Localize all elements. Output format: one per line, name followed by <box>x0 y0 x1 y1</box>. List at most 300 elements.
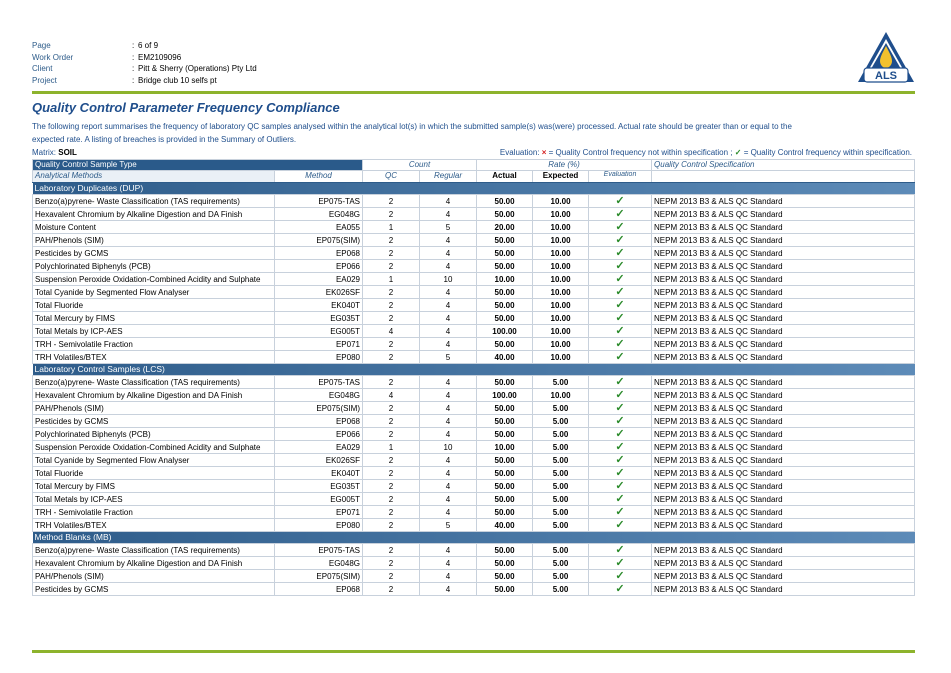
actual-rate: 50.00 <box>477 260 533 273</box>
actual-rate: 40.00 <box>477 519 533 532</box>
qc-specification: NEPM 2013 B3 & ALS QC Standard <box>652 441 915 454</box>
table-row <box>33 493 915 506</box>
qc-specification: NEPM 2013 B3 & ALS QC Standard <box>652 260 915 273</box>
qc-specification: NEPM 2013 B3 & ALS QC Standard <box>652 195 915 208</box>
method-code: EP075-TAS <box>275 544 363 557</box>
page-title: Quality Control Parameter Frequency Compliance <box>32 100 340 115</box>
method-code: EG048G <box>275 208 363 221</box>
table-header-row-2 <box>33 171 915 183</box>
method-name: TRH Volatiles/BTEX <box>33 351 275 364</box>
header-spec: Quality Control Specification <box>652 160 915 171</box>
method-code: EP075-TAS <box>275 195 363 208</box>
expected-rate: 5.00 <box>533 480 589 493</box>
method-name: PAH/Phenols (SIM) <box>33 570 275 583</box>
method-code: EP075(SIM) <box>275 234 363 247</box>
section-header <box>33 183 915 195</box>
table-row <box>33 338 915 351</box>
header-analytical-methods: Analytical Methods <box>33 171 275 183</box>
qc-count: 2 <box>363 480 420 493</box>
regular-count: 4 <box>420 208 477 221</box>
expected-rate: 10.00 <box>533 325 589 338</box>
header-row-project: Project : Bridge club 10 selfs pt <box>32 75 217 85</box>
header-value: Bridge club 10 selfs pt <box>138 75 217 85</box>
regular-count: 4 <box>420 415 477 428</box>
check-icon: ✓ <box>589 480 652 493</box>
check-icon: ✓ <box>589 467 652 480</box>
regular-count: 4 <box>420 557 477 570</box>
method-name: Total Metals by ICP-AES <box>33 325 275 338</box>
qc-count: 2 <box>363 428 420 441</box>
method-name: Total Fluoride <box>33 467 275 480</box>
expected-rate: 10.00 <box>533 299 589 312</box>
expected-rate: 10.00 <box>533 208 589 221</box>
check-icon: ✓ <box>589 402 652 415</box>
table-row <box>33 208 915 221</box>
actual-rate: 50.00 <box>477 195 533 208</box>
method-code: EA029 <box>275 273 363 286</box>
regular-count: 4 <box>420 583 477 596</box>
method-code: EP080 <box>275 351 363 364</box>
actual-rate: 50.00 <box>477 247 533 260</box>
table-row <box>33 557 915 570</box>
table-row <box>33 506 915 519</box>
regular-count: 4 <box>420 325 477 338</box>
table-row <box>33 583 915 596</box>
method-code: EK040T <box>275 467 363 480</box>
section-title: Laboratory Control Samples (LCS) <box>33 364 915 376</box>
header-actual: Actual <box>477 171 533 183</box>
regular-count: 4 <box>420 544 477 557</box>
method-name: TRH - Semivolatile Fraction <box>33 506 275 519</box>
evaluation-prefix: Evaluation: <box>499 148 540 157</box>
method-code: EG035T <box>275 312 363 325</box>
expected-rate: 5.00 <box>533 376 589 389</box>
regular-count: 4 <box>420 570 477 583</box>
table-row <box>33 389 915 402</box>
qc-count: 2 <box>363 506 420 519</box>
qc-specification: NEPM 2013 B3 & ALS QC Standard <box>652 208 915 221</box>
qc-specification: NEPM 2013 B3 & ALS QC Standard <box>652 351 915 364</box>
header-evaluation: Evaluation <box>589 171 652 183</box>
check-icon: ✓ <box>589 376 652 389</box>
method-name: TRH - Semivolatile Fraction <box>33 338 275 351</box>
expected-rate: 10.00 <box>533 389 589 402</box>
actual-rate: 50.00 <box>477 415 533 428</box>
qc-specification: NEPM 2013 B3 & ALS QC Standard <box>652 234 915 247</box>
method-name: Pesticides by GCMS <box>33 583 275 596</box>
table-row <box>33 428 915 441</box>
check-icon: ✓ <box>589 221 652 234</box>
regular-count: 4 <box>420 299 477 312</box>
actual-rate: 50.00 <box>477 428 533 441</box>
expected-rate: 10.00 <box>533 351 589 364</box>
header-expected: Expected <box>533 171 589 183</box>
table-row <box>33 570 915 583</box>
report-description: The following report summarises the frequency of laboratory QC samples analysed within the analytical lot(s) in which the submitted sample(s) was(were) processed. Actual rate should be greater than or equal to the expected rate. A listing of breaches is provided in the Summary of Outliers. <box>32 122 792 144</box>
footer-rule <box>32 650 915 653</box>
matrix-value: SOIL <box>58 148 77 157</box>
expected-rate: 10.00 <box>533 247 589 260</box>
method-name: Polychlorinated Biphenyls (PCB) <box>33 428 275 441</box>
header-qc: QC <box>363 171 420 183</box>
method-code: EK026SF <box>275 286 363 299</box>
actual-rate: 50.00 <box>477 338 533 351</box>
method-name: Suspension Peroxide Oxidation-Combined Acidity and Sulphate <box>33 441 275 454</box>
qc-specification: NEPM 2013 B3 & ALS QC Standard <box>652 519 915 532</box>
method-code: EP075-TAS <box>275 376 363 389</box>
actual-rate: 40.00 <box>477 351 533 364</box>
qc-specification: NEPM 2013 B3 & ALS QC Standard <box>652 338 915 351</box>
qc-frequency-table <box>32 159 915 596</box>
header-label: Project <box>32 75 57 85</box>
header-rule <box>32 91 915 94</box>
check-icon: ✓ <box>589 312 652 325</box>
expected-rate: 10.00 <box>533 273 589 286</box>
qc-specification: NEPM 2013 B3 & ALS QC Standard <box>652 544 915 557</box>
method-name: Benzo(a)pyrene- Waste Classification (TAS requirements) <box>33 376 275 389</box>
actual-rate: 50.00 <box>477 467 533 480</box>
section-title: Laboratory Duplicates (DUP) <box>33 183 915 195</box>
actual-rate: 50.00 <box>477 234 533 247</box>
table-row <box>33 376 915 389</box>
header-count: Count <box>363 160 477 171</box>
check-icon: ✓ <box>589 338 652 351</box>
regular-count: 5 <box>420 221 477 234</box>
check-icon: ✓ <box>589 557 652 570</box>
method-name: Hexavalent Chromium by Alkaline Digestion and DA Finish <box>33 557 275 570</box>
table-row <box>33 467 915 480</box>
check-icon: ✓ <box>589 351 652 364</box>
qc-count: 2 <box>363 247 420 260</box>
regular-count: 4 <box>420 493 477 506</box>
table-row <box>33 544 915 557</box>
regular-count: 4 <box>420 428 477 441</box>
header-row-client: Client : Pitt & Sherry (Operations) Pty Ltd <box>32 64 257 73</box>
header-rate: Rate (%) <box>477 160 652 171</box>
actual-rate: 50.00 <box>477 312 533 325</box>
qc-count: 1 <box>363 441 420 454</box>
qc-count: 4 <box>363 325 420 338</box>
regular-count: 5 <box>420 519 477 532</box>
check-icon: ✓ <box>589 208 652 221</box>
table-row <box>33 402 915 415</box>
qc-specification: NEPM 2013 B3 & ALS QC Standard <box>652 467 915 480</box>
method-name: Total Cyanide by Segmented Flow Analyser <box>33 454 275 467</box>
regular-count: 4 <box>420 402 477 415</box>
regular-count: 4 <box>420 467 477 480</box>
method-name: PAH/Phenols (SIM) <box>33 402 275 415</box>
check-icon: ✓ <box>589 493 652 506</box>
method-name: Hexavalent Chromium by Alkaline Digestion and DA Finish <box>33 389 275 402</box>
expected-rate: 10.00 <box>533 286 589 299</box>
check-icon: ✓ <box>589 441 652 454</box>
matrix-label <box>32 148 77 157</box>
regular-count: 4 <box>420 260 477 273</box>
actual-rate: 50.00 <box>477 454 533 467</box>
table-row <box>33 415 915 428</box>
method-code: EA055 <box>275 221 363 234</box>
table-row <box>33 519 915 532</box>
qc-specification: NEPM 2013 B3 & ALS QC Standard <box>652 325 915 338</box>
qc-count: 2 <box>363 454 420 467</box>
regular-count: 4 <box>420 338 477 351</box>
header-spec-blank <box>652 171 915 183</box>
check-icon: ✓ <box>589 506 652 519</box>
actual-rate: 100.00 <box>477 325 533 338</box>
method-name: Hexavalent Chromium by Alkaline Digestion and DA Finish <box>33 208 275 221</box>
section-title: Method Blanks (MB) <box>33 532 915 544</box>
method-code: EG048G <box>275 389 363 402</box>
matrix-key: Matrix: <box>32 148 56 157</box>
expected-rate: 5.00 <box>533 506 589 519</box>
method-name: Suspension Peroxide Oxidation-Combined Acidity and Sulphate <box>33 273 275 286</box>
regular-count: 4 <box>420 247 477 260</box>
actual-rate: 50.00 <box>477 402 533 415</box>
qc-count: 2 <box>363 376 420 389</box>
regular-count: 4 <box>420 234 477 247</box>
method-code: EG005T <box>275 325 363 338</box>
qc-specification: NEPM 2013 B3 & ALS QC Standard <box>652 376 915 389</box>
table-row <box>33 195 915 208</box>
evaluation-legend <box>500 148 912 157</box>
qc-count: 4 <box>363 389 420 402</box>
expected-rate: 5.00 <box>533 428 589 441</box>
qc-specification: NEPM 2013 B3 & ALS QC Standard <box>652 299 915 312</box>
regular-count: 4 <box>420 195 477 208</box>
method-code: EP075(SIM) <box>275 570 363 583</box>
actual-rate: 20.00 <box>477 221 533 234</box>
qc-count: 1 <box>363 221 420 234</box>
regular-count: 4 <box>420 389 477 402</box>
check-icon: ✓ <box>589 415 652 428</box>
qc-specification: NEPM 2013 B3 & ALS QC Standard <box>652 557 915 570</box>
qc-count: 1 <box>363 273 420 286</box>
qc-specification: NEPM 2013 B3 & ALS QC Standard <box>652 273 915 286</box>
actual-rate: 50.00 <box>477 570 533 583</box>
check-icon: ✓ <box>589 454 652 467</box>
qc-count: 2 <box>363 338 420 351</box>
regular-count: 4 <box>420 376 477 389</box>
method-name: Total Fluoride <box>33 299 275 312</box>
actual-rate: 50.00 <box>477 208 533 221</box>
qc-count: 2 <box>363 415 420 428</box>
section-header <box>33 364 915 376</box>
method-code: EP066 <box>275 428 363 441</box>
expected-rate: 5.00 <box>533 454 589 467</box>
actual-rate: 50.00 <box>477 557 533 570</box>
method-code: EP068 <box>275 415 363 428</box>
method-name: Total Mercury by FIMS <box>33 312 275 325</box>
qc-specification: NEPM 2013 B3 & ALS QC Standard <box>652 221 915 234</box>
method-code: EG035T <box>275 480 363 493</box>
qc-count: 2 <box>363 208 420 221</box>
expected-rate: 5.00 <box>533 557 589 570</box>
expected-rate: 5.00 <box>533 415 589 428</box>
table-row <box>33 480 915 493</box>
regular-count: 10 <box>420 441 477 454</box>
expected-rate: 5.00 <box>533 544 589 557</box>
method-name: Total Mercury by FIMS <box>33 480 275 493</box>
qc-count: 2 <box>363 467 420 480</box>
qc-count: 2 <box>363 519 420 532</box>
qc-count: 2 <box>363 312 420 325</box>
qc-count: 2 <box>363 286 420 299</box>
check-icon: ✓ <box>589 234 652 247</box>
expected-rate: 10.00 <box>533 338 589 351</box>
regular-count: 10 <box>420 273 477 286</box>
qc-count: 2 <box>363 570 420 583</box>
actual-rate: 10.00 <box>477 273 533 286</box>
tick-text: = Quality Control frequency within specification. <box>743 148 912 157</box>
table-row <box>33 260 915 273</box>
table-row <box>33 221 915 234</box>
table-header-row-1 <box>33 160 915 171</box>
actual-rate: 50.00 <box>477 544 533 557</box>
qc-specification: NEPM 2013 B3 & ALS QC Standard <box>652 312 915 325</box>
actual-rate: 50.00 <box>477 299 533 312</box>
table-row <box>33 286 915 299</box>
qc-count: 2 <box>363 544 420 557</box>
qc-specification: NEPM 2013 B3 & ALS QC Standard <box>652 583 915 596</box>
qc-specification: NEPM 2013 B3 & ALS QC Standard <box>652 402 915 415</box>
header-label: Client <box>32 64 53 73</box>
header-qc-sample-type: Quality Control Sample Type <box>33 160 363 171</box>
check-icon: ✓ <box>589 273 652 286</box>
qc-specification: NEPM 2013 B3 & ALS QC Standard <box>652 570 915 583</box>
method-name: TRH Volatiles/BTEX <box>33 519 275 532</box>
qc-count: 2 <box>363 557 420 570</box>
expected-rate: 10.00 <box>533 260 589 273</box>
qc-count: 2 <box>363 234 420 247</box>
regular-count: 4 <box>420 506 477 519</box>
qc-specification: NEPM 2013 B3 & ALS QC Standard <box>652 247 915 260</box>
qc-specification: NEPM 2013 B3 & ALS QC Standard <box>652 454 915 467</box>
qc-count: 2 <box>363 493 420 506</box>
expected-rate: 5.00 <box>533 570 589 583</box>
table-row <box>33 441 915 454</box>
check-icon: ✓ <box>589 583 652 596</box>
expected-rate: 5.00 <box>533 441 589 454</box>
als-logo <box>856 30 916 86</box>
method-name: Pesticides by GCMS <box>33 247 275 260</box>
actual-rate: 50.00 <box>477 480 533 493</box>
method-name: Pesticides by GCMS <box>33 415 275 428</box>
qc-specification: NEPM 2013 B3 & ALS QC Standard <box>652 286 915 299</box>
method-code: EP071 <box>275 506 363 519</box>
method-code: EG048G <box>275 557 363 570</box>
check-icon: ✓ <box>589 299 652 312</box>
qc-count: 2 <box>363 260 420 273</box>
check-icon: ✓ <box>589 570 652 583</box>
method-code: EP068 <box>275 247 363 260</box>
method-code: EP075(SIM) <box>275 402 363 415</box>
method-name: Total Cyanide by Segmented Flow Analyser <box>33 286 275 299</box>
actual-rate: 100.00 <box>477 389 533 402</box>
table-row <box>33 247 915 260</box>
check-icon: ✓ <box>589 286 652 299</box>
expected-rate: 10.00 <box>533 221 589 234</box>
qc-count: 2 <box>363 195 420 208</box>
header-method: Method <box>275 171 363 183</box>
qc-specification: NEPM 2013 B3 & ALS QC Standard <box>652 506 915 519</box>
header-value: 6 of 9 <box>138 41 159 50</box>
check-icon: ✓ <box>734 148 742 157</box>
table-row <box>33 454 915 467</box>
qc-count: 2 <box>363 402 420 415</box>
header-value: EM2109096 <box>138 52 182 62</box>
table-row <box>33 312 915 325</box>
regular-count: 4 <box>420 312 477 325</box>
method-code: EP071 <box>275 338 363 351</box>
actual-rate: 50.00 <box>477 376 533 389</box>
method-code: EP080 <box>275 519 363 532</box>
actual-rate: 50.00 <box>477 286 533 299</box>
qc-specification: NEPM 2013 B3 & ALS QC Standard <box>652 428 915 441</box>
actual-rate: 50.00 <box>477 583 533 596</box>
header-row-work-order: Work Order : EM2109096 <box>32 52 182 62</box>
logo-text: ALS <box>875 70 897 82</box>
method-code: EK026SF <box>275 454 363 467</box>
method-code: EP068 <box>275 583 363 596</box>
table-row <box>33 351 915 364</box>
method-name: Benzo(a)pyrene- Waste Classification (TAS requirements) <box>33 195 275 208</box>
actual-rate: 50.00 <box>477 493 533 506</box>
check-icon: ✓ <box>589 389 652 402</box>
qc-count: 2 <box>363 583 420 596</box>
qc-specification: NEPM 2013 B3 & ALS QC Standard <box>652 415 915 428</box>
expected-rate: 5.00 <box>533 467 589 480</box>
method-code: EA029 <box>275 441 363 454</box>
expected-rate: 5.00 <box>533 402 589 415</box>
check-icon: ✓ <box>589 519 652 532</box>
qc-specification: NEPM 2013 B3 & ALS QC Standard <box>652 493 915 506</box>
check-icon: ✓ <box>589 544 652 557</box>
header-value: Pitt & Sherry (Operations) Pty Ltd <box>138 64 257 73</box>
regular-count: 5 <box>420 351 477 364</box>
check-icon: ✓ <box>589 195 652 208</box>
method-name: Polychlorinated Biphenyls (PCB) <box>33 260 275 273</box>
qc-count: 2 <box>363 299 420 312</box>
header-label: Page <box>32 41 51 50</box>
table-row <box>33 273 915 286</box>
actual-rate: 10.00 <box>477 441 533 454</box>
regular-count: 4 <box>420 454 477 467</box>
check-icon: ✓ <box>589 428 652 441</box>
method-code: EK040T <box>275 299 363 312</box>
cross-icon: × <box>541 148 547 157</box>
table-row <box>33 299 915 312</box>
method-name: Benzo(a)pyrene- Waste Classification (TAS requirements) <box>33 544 275 557</box>
regular-count: 4 <box>420 286 477 299</box>
expected-rate: 10.00 <box>533 234 589 247</box>
header-row-page: Page : 6 of 9 <box>32 41 159 50</box>
table-row <box>33 325 915 338</box>
expected-rate: 5.00 <box>533 493 589 506</box>
header-regular: Regular <box>420 171 477 183</box>
expected-rate: 5.00 <box>533 519 589 532</box>
table-row <box>33 234 915 247</box>
qc-specification: NEPM 2013 B3 & ALS QC Standard <box>652 480 915 493</box>
check-icon: ✓ <box>589 247 652 260</box>
regular-count: 4 <box>420 480 477 493</box>
check-icon: ✓ <box>589 260 652 273</box>
expected-rate: 5.00 <box>533 583 589 596</box>
check-icon: ✓ <box>589 325 652 338</box>
header-label: Work Order <box>32 52 74 62</box>
method-code: EG005T <box>275 493 363 506</box>
method-name: Moisture Content <box>33 221 275 234</box>
actual-rate: 50.00 <box>477 506 533 519</box>
